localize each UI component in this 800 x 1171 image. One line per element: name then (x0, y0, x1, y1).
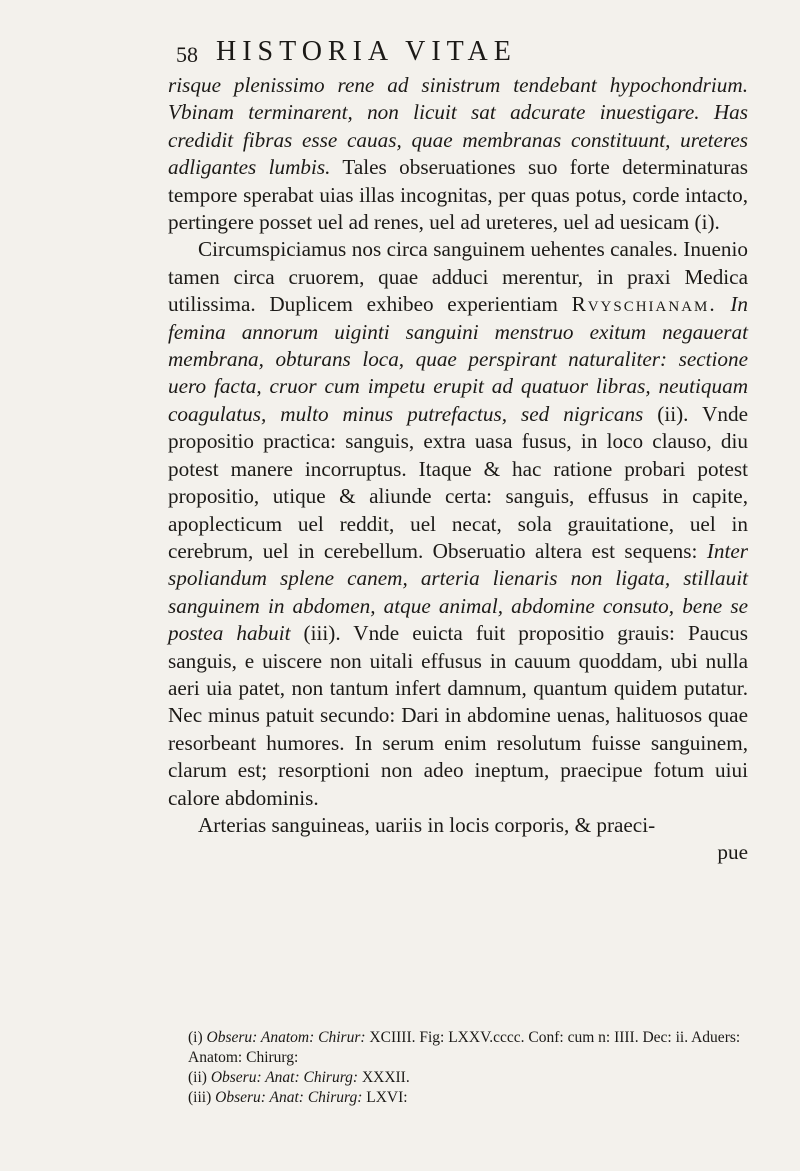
footnote-ref: XCIIII. Fig: LXXV.cccc. Conf: cum n: IIII. Dec: ii. Aduers: Anatom: Chirurg: (188, 1029, 741, 1066)
footnote (188, 1028, 748, 1068)
body-text (168, 72, 748, 867)
footnote (188, 1088, 748, 1108)
text-run: (iii). Vnde euicta fuit propositio grauis: Paucus sanguis, e uiscere non uitali effusus in cauum quoddam, ubi nulla aeri uia patet, non tantum infert damnum, quantum quidem putatur. Nec minus patuit secundo: Dari in abdomine uenas, halituosos quae resorbeant humores. In serum enim resolutum fuisse sanguinem, clarum est; resorptioni non adeo ineptum, praecipue fotum uiui calore abdominis. (168, 621, 749, 810)
catchword: pue (717, 840, 748, 865)
running-title: HISTORIA VITAE (216, 36, 517, 67)
italic-run: In femina annorum uiginti sanguini menstruo exitum negauerat membrana, obturans loca, quae perspirant naturaliter: sectione uero facta, cruor cum impetu erupit ad quatuor libras, neutiquam coagulatus, multo minus putrefactus, sed nigricans (168, 292, 748, 426)
footnote-source: Obseru: Anat: Chirurg: (215, 1089, 363, 1106)
page-header (176, 36, 736, 76)
italic-run: risque plenissimo rene ad sinistrum tendebant hypochondrium. Vbinam terminarent, non licuit sat adcurate inuestigare. Has credidit fibras esse cauas, quae membranas constituunt, ureteres adligantes lumbis. (168, 73, 748, 180)
footnote-ref: LXVI: (366, 1089, 408, 1106)
paragraph (168, 72, 748, 236)
text-run: Arterias sanguineas, uariis in locis corporis, & praeci- (198, 812, 656, 837)
footnote-mark: (iii) (188, 1089, 212, 1106)
footnote-source: Obseru: Anat: Chirurg: (210, 1069, 359, 1086)
author-name: Rvyschianam. (571, 292, 717, 317)
footnote (188, 1068, 748, 1088)
footnote-mark: (i) (188, 1029, 203, 1046)
italic-run: Inter spoliandum splene canem, arteria lienaris non ligata, stillauit sanguinem in abdomen, atque animal, abdomine consuto, bene se postea habuit (168, 538, 748, 646)
paragraph (168, 812, 748, 839)
footnote-source: Obseru: Anatom: Chirur: (206, 1029, 366, 1046)
page-number: 58 (176, 42, 198, 67)
text-run: Tales obseruationes suo forte determinaturas tempore sperabat uias illas incognitas, per quas potus, corde intacto, pertingere posset uel ad renes, uel ad ureteres, uel ad uesicam (i). (168, 155, 748, 235)
text-run: (ii). Vnde propositio practica: sanguis, extra uasa fusus, in loco clauso, diu potest manere incorruptus. Itaque & hac ratione probari potest propositio, utique & aliunde certa: sanguis, effusus in capite, apoplecticum uel reddit, uel necat, sola grauitatione, uel in cerebrum, uel in cerebellum. Obseruatio altera est sequens: (168, 401, 748, 563)
paragraph (168, 236, 748, 812)
footnotes (188, 1028, 748, 1108)
text-run: Circumspiciamus nos circa sanguinem uehentes canales. Inuenio tamen circa cruorem, quae adduci merentur, in praxi Medica utilissima. Duplicem exhibeo experientiam (168, 237, 748, 317)
footnote-ref: XXXII. (361, 1069, 410, 1086)
footnote-mark: (ii) (188, 1069, 207, 1086)
